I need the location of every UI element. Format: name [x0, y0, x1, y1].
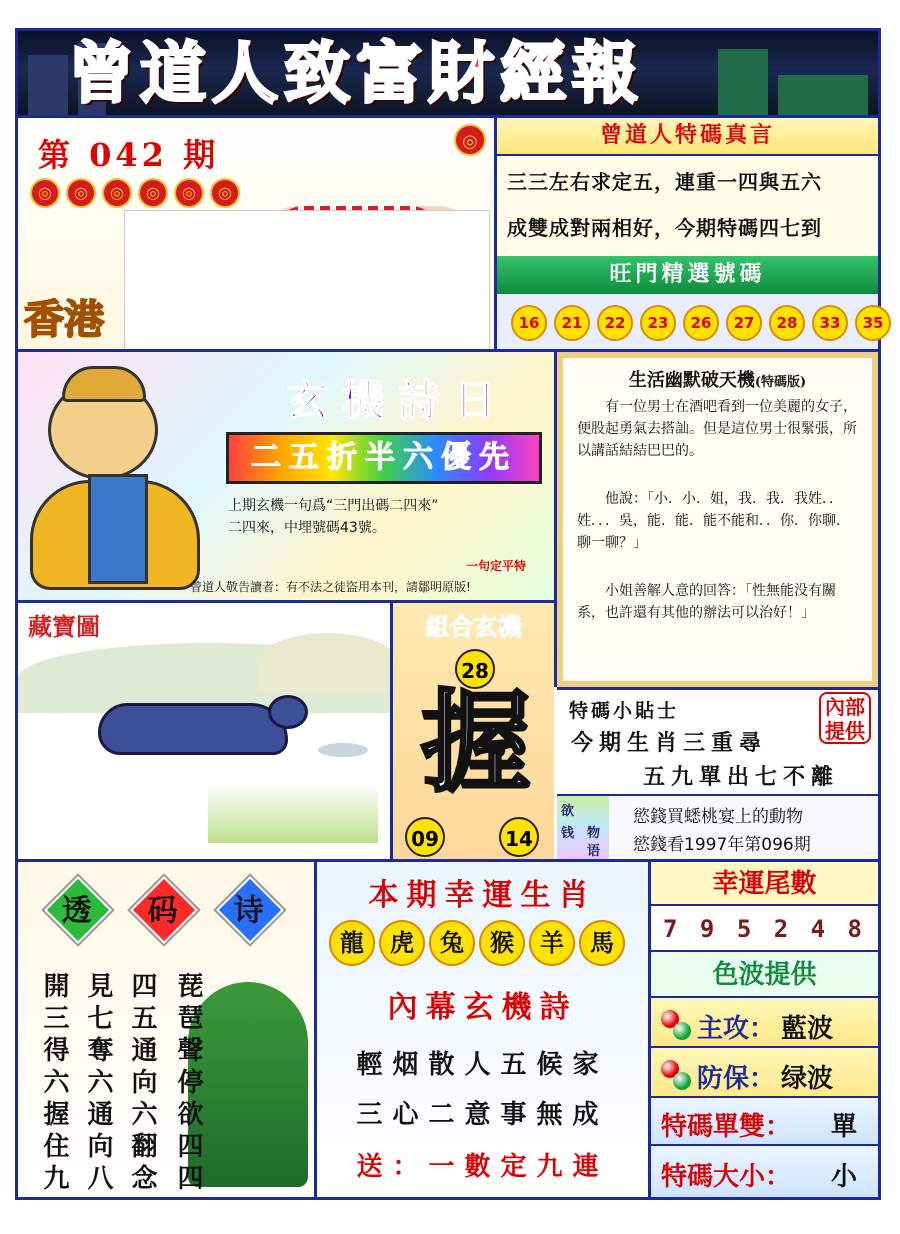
- combo-number-top: 28: [455, 649, 495, 689]
- issue-number: 第 042 期: [38, 136, 220, 174]
- wave-title: 色波提供: [651, 952, 878, 998]
- size-row: [651, 1146, 878, 1197]
- poem-title: 玄機詩日: [286, 376, 511, 425]
- verse-header: [497, 118, 878, 156]
- lucky-title: 本期幸運生肖: [368, 878, 597, 913]
- riddle-panel: [557, 796, 878, 859]
- puddle: [318, 743, 368, 757]
- poem-desc-1: 上期玄機一句爲“三門出碼二四來”: [228, 498, 439, 514]
- grass: [208, 783, 378, 843]
- number-ball: 26: [683, 305, 719, 341]
- number-ball: 16: [511, 305, 547, 341]
- oddeven-value: 單: [831, 1112, 858, 1142]
- transcode-column-2: 四五通向六翻念: [127, 972, 157, 1196]
- lucky-panel: [317, 862, 648, 1197]
- wave-main-value: 藍波: [781, 1014, 834, 1044]
- masthead-title: 曾道人致富財經報: [68, 34, 644, 112]
- transcode-column-4: 開三得六握住九: [39, 972, 69, 1196]
- wave-panel: [651, 862, 878, 1197]
- zodiac-ball: 虎: [379, 920, 425, 966]
- inner-poem-title: 內幕玄機詩: [387, 990, 578, 1025]
- number-ball: 33: [812, 305, 848, 341]
- verse-line-2: 成雙成對兩相好，今期特碼四七到: [507, 216, 822, 240]
- panther-head: [268, 695, 308, 729]
- number-ball: 22: [597, 305, 633, 341]
- number-ball: 21: [554, 305, 590, 341]
- green-ball-icon: [673, 1022, 691, 1040]
- tips-line-1: 今期生肖三重尋: [571, 730, 768, 756]
- inner-poem-line-2: 三心二意事無成: [356, 1100, 609, 1130]
- numbers-header: 旺門精選號碼: [497, 256, 878, 294]
- number-ball: 28: [769, 305, 805, 341]
- riddle-side-char: 物: [587, 826, 601, 841]
- treasure-title: 藏寶圖: [28, 612, 100, 641]
- joke-paragraph-1: 有一位男士在酒吧看到一位美麗的女子，便股起勇氣去搭訕。但是這位男士很緊張，所以講話結結巴巴的。: [577, 399, 857, 459]
- riddle-side-char: 语: [587, 844, 601, 859]
- verse-title: 曾道人特碼真言: [599, 123, 775, 148]
- tips-title: 特碼小貼士: [569, 700, 680, 722]
- transcode-column-3: 見七奪六通向八: [83, 972, 113, 1196]
- verse-line-1: 三三左右求定五，連重一四與五六: [507, 170, 822, 194]
- logo-icon: ◎: [454, 124, 486, 156]
- combo-number-left: 09: [405, 817, 445, 857]
- oddeven-row: [651, 1098, 878, 1146]
- poem-banner-text: 二五折半六優先: [251, 440, 517, 475]
- poem-panel: [18, 352, 554, 600]
- transcode-diamond: [44, 876, 112, 944]
- zodiac-row: [329, 920, 629, 966]
- transcode-diamond: [130, 876, 198, 944]
- numbers-row: [497, 294, 884, 349]
- mountains: [258, 633, 398, 693]
- zodiac-ball: 猴: [479, 920, 525, 966]
- size-label: 特碼大小：: [661, 1162, 792, 1192]
- verse-body: [497, 156, 878, 256]
- size-value: 小: [831, 1162, 858, 1192]
- tips-panel: [557, 690, 878, 794]
- joke-panel: [557, 352, 878, 687]
- zodiac-ball: 羊: [529, 920, 575, 966]
- riddle-side: [557, 796, 609, 859]
- wave-main-label: 主攻：: [697, 1014, 776, 1044]
- zodiac-ball: 馬: [579, 920, 625, 966]
- zodiac-ball: 龍: [329, 920, 375, 966]
- wave-main-row: [651, 998, 878, 1048]
- transcode-column-1: 琵琶聲停欲四四: [173, 972, 203, 1196]
- combo-panel: [393, 603, 554, 859]
- tips-badge: 內部提供: [819, 692, 871, 744]
- inner-poem-gift: 送：一數定九連: [356, 1152, 609, 1182]
- poem-tag: 一句定平特: [466, 559, 527, 573]
- combo-number-right: 14: [499, 817, 539, 857]
- joke-title-suffix: (特碼版): [754, 375, 807, 390]
- tips-line-2: 五九單出七不離: [643, 764, 840, 790]
- riddle-side-char: 欲: [561, 804, 575, 819]
- tail-digits: 7 9 5 2 4 8: [651, 906, 878, 952]
- riddle-line-1: 慾錢買蟋桃宴上的動物: [633, 807, 803, 827]
- number-ball: 23: [640, 305, 676, 341]
- oddeven-label: 特碼單雙：: [661, 1112, 792, 1142]
- poem-notice: 曾道人敬告讀者：有不法之徒盜用本刊，請鄒明原版!: [190, 580, 471, 594]
- newspaper-frame: [15, 28, 884, 1200]
- green-ball-icon: [673, 1072, 691, 1090]
- region-label: 香港: [24, 296, 104, 343]
- joke-paragraph-2: 他說：「小．小．姐，我．我．我姓．．姓．．．吳，能．能．能不能和．．你．你聊．聊一聊？」: [577, 491, 850, 551]
- wave-guard-row: [651, 1048, 878, 1098]
- blank-ad-box: [124, 210, 490, 350]
- inner-poem-line-1: 輕烟散人五候家: [356, 1050, 609, 1080]
- riddle-line-2: 慾錢看1997年第096期: [633, 835, 811, 855]
- riddle-side-char: 钱: [561, 826, 575, 841]
- lucky-balls-decoration: ◎ ◎ ◎ ◎ ◎ ◎: [30, 178, 246, 208]
- poem-desc-2: 二四來，中埋號碼43號。: [228, 520, 386, 536]
- wave-guard-value: 绿波: [781, 1064, 834, 1094]
- transcode-char: 诗: [233, 893, 264, 929]
- cartoon-man-hat: [62, 366, 146, 402]
- number-ball: 27: [726, 305, 762, 341]
- transcode-diamond: [216, 876, 284, 944]
- transcode-char: 透: [61, 893, 92, 929]
- joke-title: 生活幽默破天機: [628, 370, 755, 391]
- issue-panel: [18, 118, 494, 349]
- joke-paragraph-3: 小姐善解人意的回答：「性無能没有關系，也許還有其他的辦法可以治好！」: [577, 583, 836, 621]
- cartoon-man-robe: [88, 474, 148, 584]
- zodiac-ball: 兔: [429, 920, 475, 966]
- number-ball: 35: [855, 305, 891, 341]
- joke-title-row: [563, 366, 872, 392]
- tail-title: 幸運尾數: [651, 862, 878, 906]
- treasure-panel: [18, 603, 390, 859]
- transcode-char: 码: [147, 893, 178, 929]
- combo-title: 組合玄機: [425, 612, 522, 641]
- poem-banner: [226, 432, 542, 484]
- panther-body: [98, 703, 288, 755]
- transcode-panel: [18, 862, 314, 1197]
- masthead: [18, 31, 878, 115]
- wave-guard-label: 防保：: [697, 1064, 776, 1094]
- combo-character: 握: [421, 678, 531, 807]
